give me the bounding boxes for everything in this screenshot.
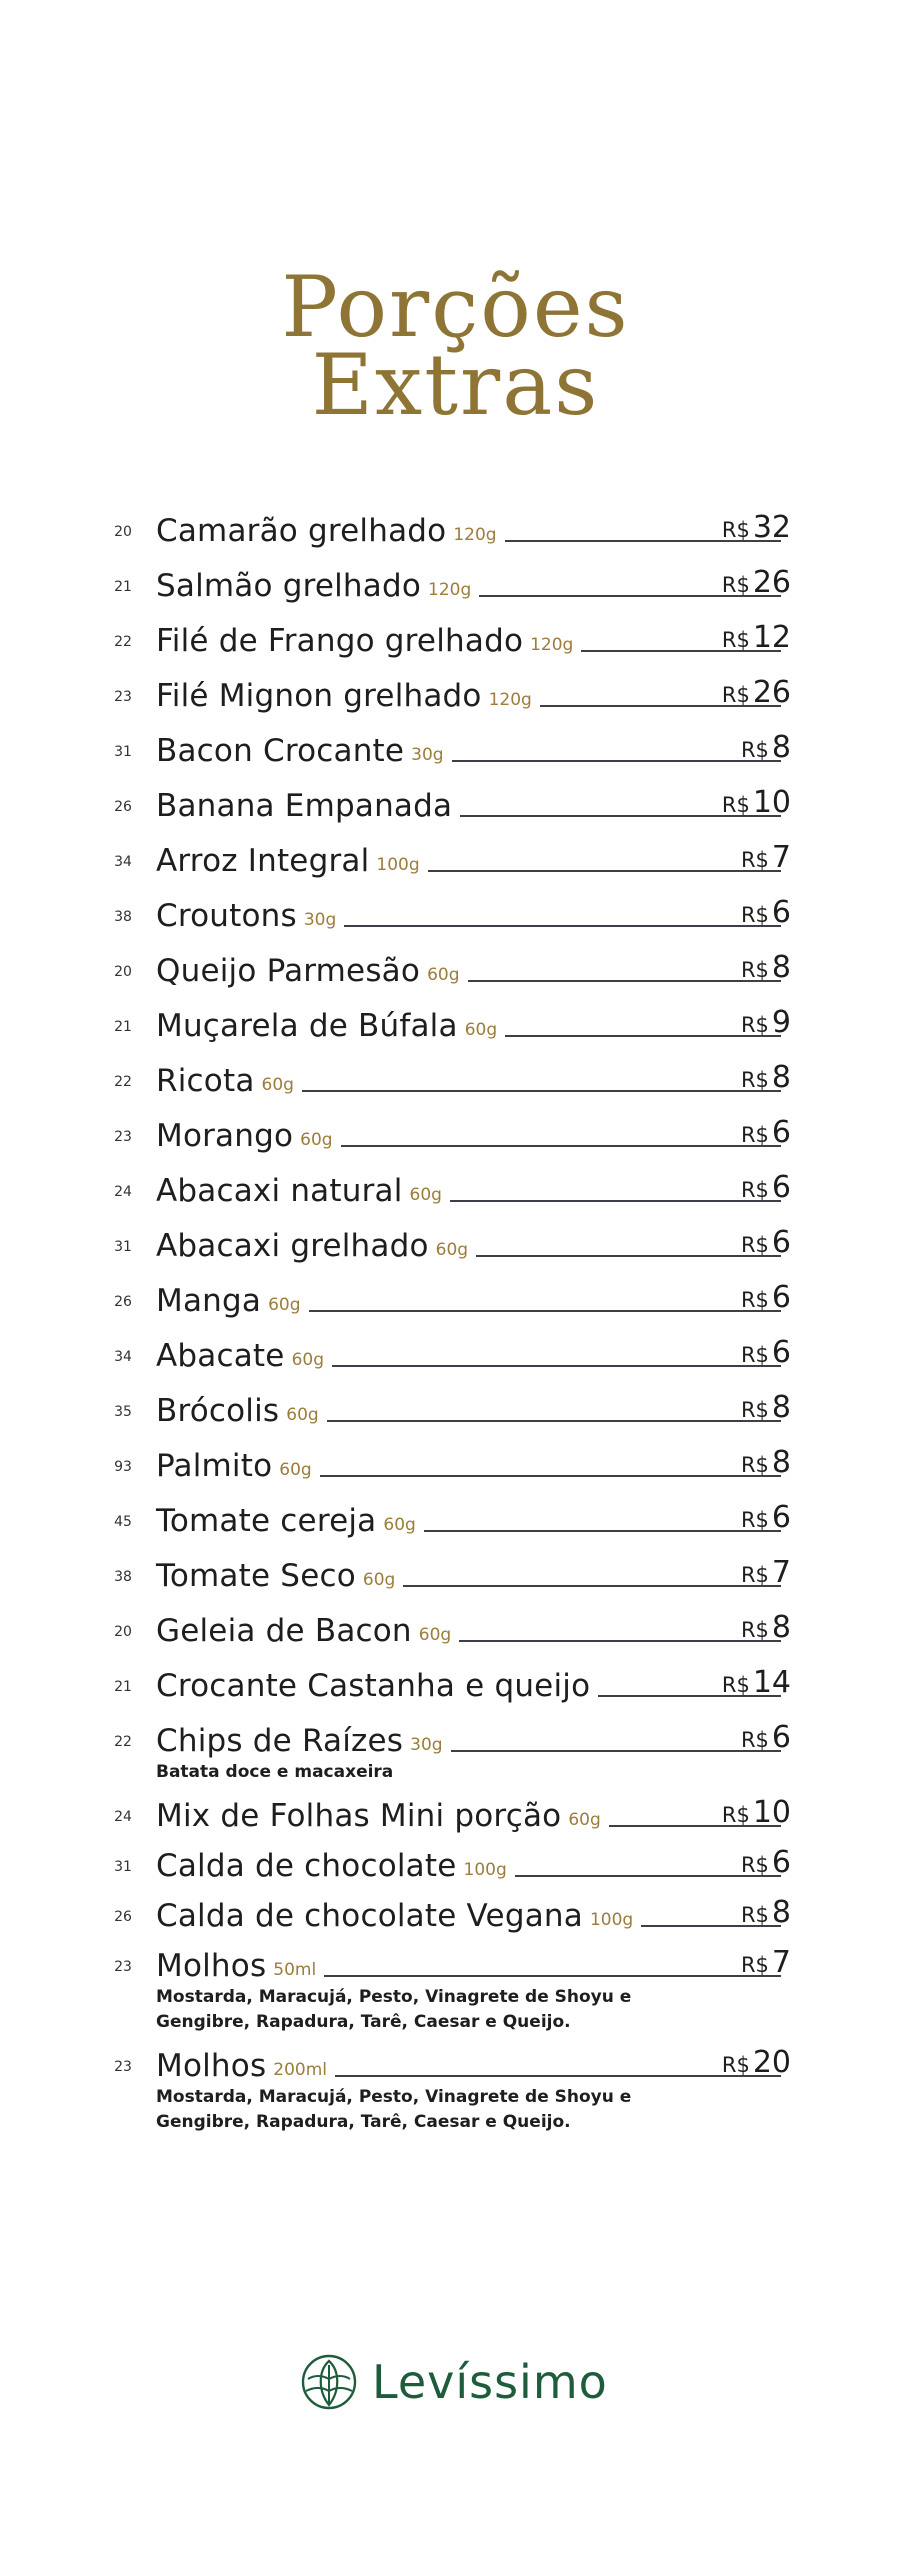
item-price [722,510,791,546]
item-quantity: 30g [410,1735,443,1755]
menu-item [0,508,911,548]
item-price [741,1005,791,1041]
item-price [741,1500,791,1536]
item-price [741,1555,791,1591]
leader-line [424,1530,781,1532]
currency-symbol: R$ [721,2053,750,2077]
item-price [741,1225,791,1261]
leader-line [403,1585,781,1587]
item-code: 23 [114,1129,132,1145]
menu-item [0,1223,911,1263]
currency-symbol: R$ [740,1398,769,1422]
price-value: 12 [752,620,791,655]
menu-item [0,1843,911,1883]
menu-item [0,783,911,823]
price-value: 6 [771,1225,791,1260]
item-code: 22 [114,634,132,650]
item-code: 45 [114,1514,132,1530]
price-value: 7 [771,1555,791,1590]
leader-line [335,2075,781,2077]
item-code: 21 [114,1019,132,1035]
item-quantity: 60g [427,965,460,985]
item-code: 26 [114,1294,132,1310]
item-quantity: 120g [428,580,472,600]
item-code: 22 [114,1074,132,1090]
item-name: Queijo Parmesão [156,953,421,989]
price-value: 8 [771,1060,791,1095]
title-line-1: Porções [281,258,630,357]
menu-item [0,1113,911,1153]
menu-item [0,563,911,603]
item-code: 24 [114,1809,132,1825]
item-name: Salmão grelhado [156,568,422,604]
leader-line [320,1475,781,1477]
item-name: Geleia de Bacon [156,1613,412,1649]
item-price [741,1720,791,1756]
leaf-circle-icon [300,2351,358,2413]
item-quantity: 200ml [273,2060,328,2080]
item-name: Mix de Folhas Mini porção [156,1798,562,1834]
item-price [741,1115,791,1151]
currency-symbol: R$ [721,683,750,707]
price-value: 10 [752,1795,791,1830]
item-code: 31 [114,1859,132,1875]
price-value: 6 [771,1170,791,1205]
item-name: Abacaxi natural [156,1173,403,1209]
currency-symbol: R$ [740,848,769,872]
item-quantity: 100g [589,1910,634,1930]
item-quantity: 30g [411,745,444,765]
menu-item [0,838,911,878]
item-price [741,895,791,931]
item-quantity: 100g [463,1860,507,1880]
currency-symbol: R$ [740,903,769,927]
price-value: 6 [771,1335,791,1370]
leader-line [505,1035,781,1037]
item-code: 24 [114,1184,132,1200]
item-name: Banana Empanada [156,788,453,824]
price-value: 8 [771,950,791,985]
price-value: 6 [771,1280,791,1315]
item-name: Chips de Raízes [156,1723,404,1759]
item-quantity: 120g [530,635,574,655]
item-quantity: 50ml [273,1960,317,1980]
currency-symbol: R$ [740,1123,769,1147]
currency-symbol: R$ [721,518,750,542]
leader-line [344,925,781,927]
item-price [722,620,791,656]
price-value: 14 [752,1665,791,1700]
item-name: Muçarela de Búfala [156,1008,458,1044]
item-price [741,1170,791,1206]
item-price [741,1060,791,1096]
price-value: 10 [752,785,791,820]
item-price [741,730,791,766]
currency-symbol: R$ [740,1853,769,1877]
menu-item [0,1553,911,1593]
currency-symbol: R$ [740,1453,769,1477]
item-quantity: 100g [376,855,420,875]
item-code: 35 [114,1404,132,1420]
item-price [722,675,791,711]
item-name: Abacaxi grelhado [156,1228,429,1264]
leader-line [324,1975,781,1977]
price-value: 26 [752,675,791,710]
price-value: 8 [771,1390,791,1425]
item-code: 21 [114,1679,132,1695]
currency-symbol: R$ [740,738,769,762]
item-name: Morango [156,1118,294,1154]
item-price [741,1895,791,1931]
item-name: Tomate Seco [156,1558,356,1594]
item-code: 23 [114,689,132,705]
item-description: Batata doce e macaxeira [156,1762,394,1782]
price-value: 8 [771,1445,791,1480]
item-quantity: 60g [418,1625,452,1645]
item-code: 38 [114,909,132,925]
item-name: Bacon Crocante [156,733,405,769]
leader-line [327,1420,781,1422]
currency-symbol: R$ [740,1508,769,1532]
item-price [741,1335,791,1371]
item-code: 20 [114,1624,132,1640]
item-quantity: 60g [279,1460,312,1480]
item-name: Molhos [156,2048,267,2084]
item-quantity: 60g [383,1515,416,1535]
currency-symbol: R$ [721,573,750,597]
leader-line [476,1255,781,1257]
item-quantity: 60g [286,1405,319,1425]
leader-line [459,1640,781,1642]
item-quantity: 120g [453,525,497,545]
item-name: Crocante Castanha e queijo [156,1668,591,1704]
item-code: 20 [114,524,132,540]
item-code: 26 [114,799,132,815]
item-quantity: 60g [435,1240,469,1260]
currency-symbol: R$ [740,1563,769,1587]
menu-item [0,1333,911,1373]
price-value: 8 [771,1895,791,1930]
menu-item [0,1793,911,1833]
item-name: Manga [156,1283,262,1319]
currency-symbol: R$ [740,1618,769,1642]
menu-item [0,1278,911,1318]
menu-item [0,948,911,988]
menu-item [0,2043,911,2132]
leader-line [341,1145,781,1147]
price-value: 32 [752,510,791,545]
item-code: 31 [114,1239,132,1255]
currency-symbol: R$ [740,1178,769,1202]
leader-line [309,1310,781,1312]
currency-symbol: R$ [740,1728,769,1752]
menu-item [0,1893,911,1933]
price-value: 20 [752,2045,791,2080]
menu-item [0,1663,911,1703]
item-price [722,1795,791,1831]
currency-symbol: R$ [740,1288,769,1312]
item-quantity: 60g [464,1020,498,1040]
item-price [741,840,791,876]
currency-symbol: R$ [740,1013,769,1037]
item-quantity: 30g [303,910,337,930]
menu-item [0,1003,911,1043]
item-quantity: 60g [409,1185,442,1205]
currency-symbol: R$ [721,1673,750,1697]
item-price [722,785,791,821]
item-price [722,2045,791,2081]
item-code: 34 [114,854,132,870]
currency-symbol: R$ [721,793,750,817]
price-value: 6 [771,895,791,930]
item-name: Camarão grelhado [156,513,447,549]
menu-item [0,1168,911,1208]
item-name: Filé de Frango grelhado [156,623,524,659]
item-code: 21 [114,579,132,595]
item-code: 34 [114,1349,132,1365]
item-code: 23 [114,1959,132,1975]
item-quantity: 60g [291,1350,324,1370]
brand-logo [300,2350,608,2414]
item-price [741,1945,791,1981]
menu-item [0,1058,911,1098]
menu-item [0,1718,911,1782]
item-quantity: 60g [362,1570,396,1590]
leader-line [302,1090,781,1092]
currency-symbol: R$ [740,1068,769,1092]
menu-item [0,618,911,658]
item-name: Arroz Integral [156,843,370,879]
item-code: 31 [114,744,132,760]
item-price [741,1610,791,1646]
leader-line [450,1200,781,1202]
item-name: Filé Mignon grelhado [156,678,482,714]
leader-line [452,760,781,762]
currency-symbol: R$ [740,1903,769,1927]
item-price [722,565,791,601]
item-quantity: 60g [300,1130,333,1150]
price-value: 7 [771,840,791,875]
item-name: Tomate cereja [156,1503,377,1539]
item-price [741,1390,791,1426]
item-price [741,1280,791,1316]
item-name: Calda de chocolate [156,1848,457,1884]
item-name: Croutons [156,898,297,934]
item-quantity: 60g [568,1810,601,1830]
item-price [741,1445,791,1481]
price-value: 6 [771,1115,791,1150]
price-value: 6 [771,1500,791,1535]
item-price [741,950,791,986]
item-code: 26 [114,1909,132,1925]
item-name: Molhos [156,1948,267,1984]
leader-line [451,1750,781,1752]
menu-item [0,728,911,768]
item-name: Palmito [156,1448,273,1484]
item-quantity: 120g [488,690,532,710]
title-line-2: Extras [311,336,600,435]
menu-item [0,673,911,713]
item-name: Abacate [156,1338,285,1374]
price-value: 8 [771,1610,791,1645]
leader-line [468,980,782,982]
menu-item [0,893,911,933]
currency-symbol: R$ [740,958,769,982]
item-description: Mostarda, Maracujá, Pesto, Vinagrete de Shoyu e Gengibre, Rapadura, Tarê, Caesar e Queijo. [156,2087,632,2132]
price-value: 8 [771,730,791,765]
currency-symbol: R$ [721,1803,750,1827]
item-name: Calda de chocolate Vegana [156,1898,583,1934]
item-code: 93 [114,1459,132,1475]
price-value: 9 [771,1005,791,1040]
price-value: 6 [771,1845,791,1880]
price-value: 26 [752,565,791,600]
menu-item [0,1943,911,2032]
currency-symbol: R$ [740,1233,769,1257]
currency-symbol: R$ [721,628,750,652]
item-code: 38 [114,1569,132,1585]
item-price [741,1845,791,1881]
currency-symbol: R$ [740,1343,769,1367]
currency-symbol: R$ [740,1953,769,1977]
price-value: 7 [771,1945,791,1980]
item-name: Ricota [156,1063,255,1099]
item-code: 20 [114,964,132,980]
leader-line [332,1365,781,1367]
menu-item [0,1443,911,1483]
item-price [722,1665,791,1701]
price-value: 6 [771,1720,791,1755]
item-quantity: 60g [268,1295,301,1315]
item-name: Brócolis [156,1393,280,1429]
item-description: Mostarda, Maracujá, Pesto, Vinagrete de Shoyu e Gengibre, Rapadura, Tarê, Caesar e Queijo. [156,1987,632,2032]
menu-item [0,1498,911,1538]
menu-item [0,1608,911,1648]
item-code: 22 [114,1734,132,1750]
item-code: 23 [114,2059,132,2075]
leader-line [428,870,781,872]
item-quantity: 60g [261,1075,294,1095]
brand-name: Levíssimo [372,2355,608,2409]
menu-item [0,1388,911,1428]
